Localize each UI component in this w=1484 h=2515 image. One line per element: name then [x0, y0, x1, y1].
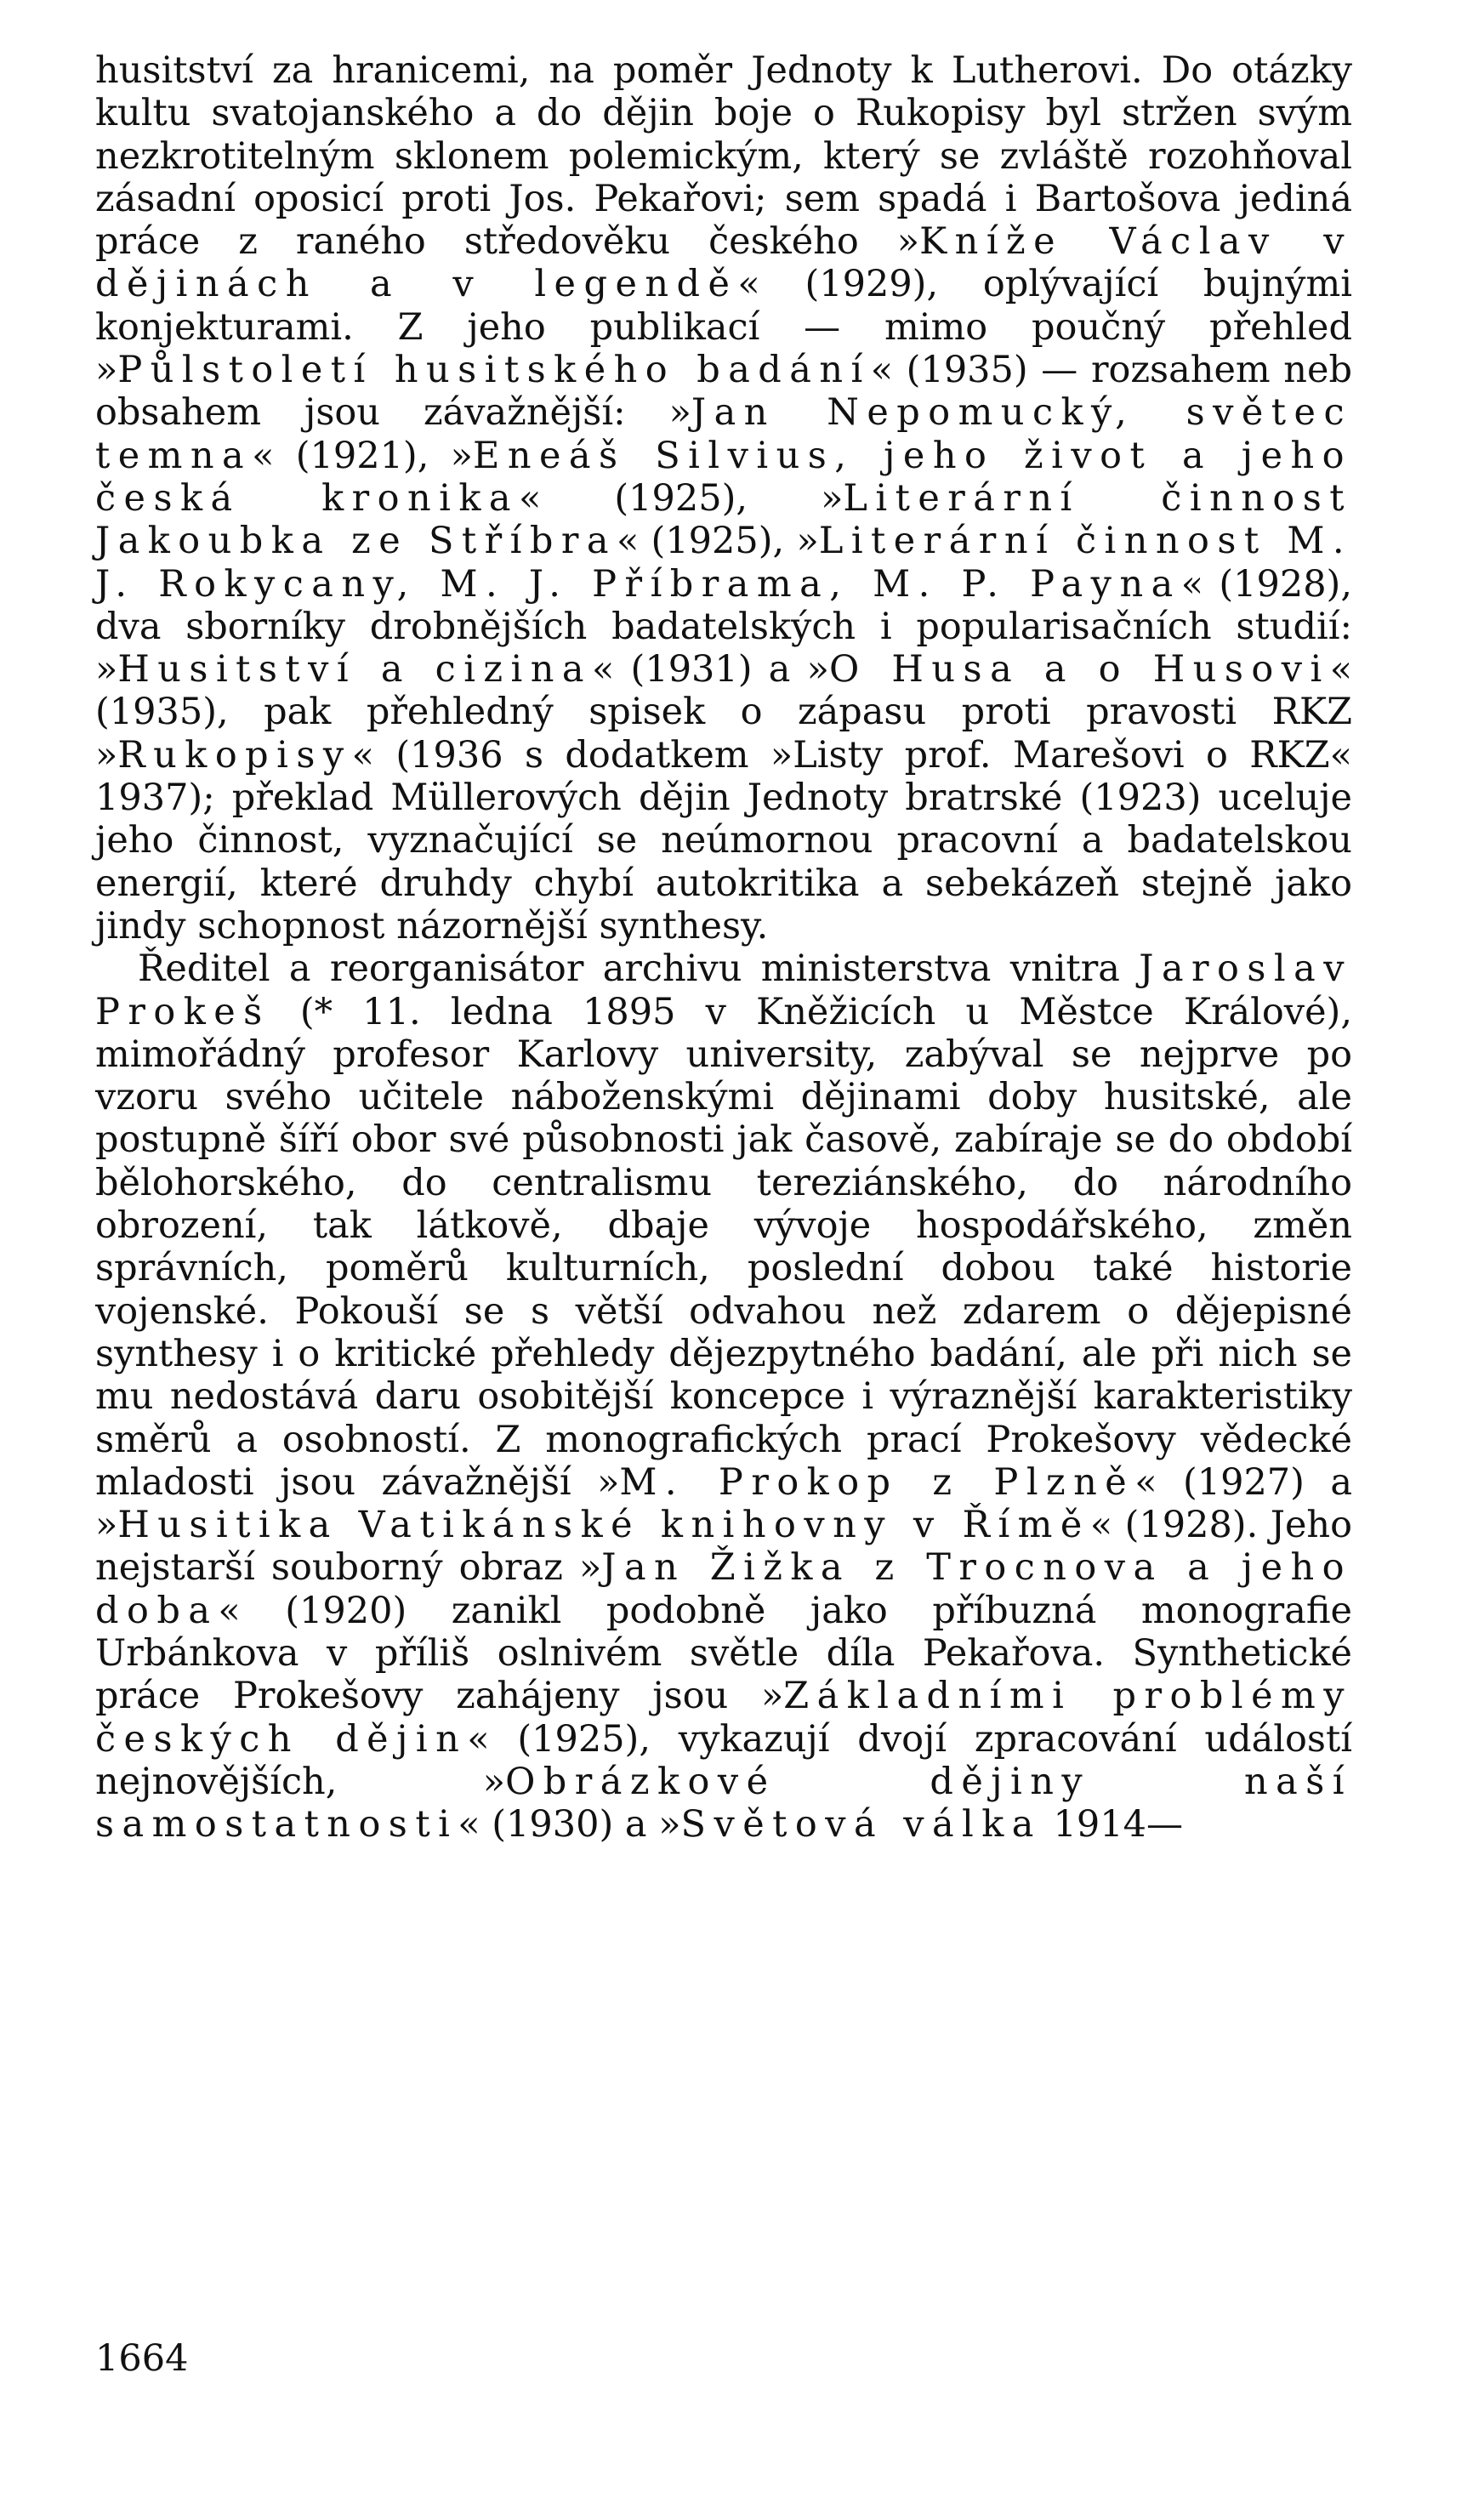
text-run: « (1929), oplývající bujnými konjekturami. Z jeho publikací — mimo poučný přehled »	[95, 263, 1353, 392]
book-title: Literární činnost M. J. Rokycany, M. J. Příbrama, M. P. Payna	[95, 520, 1352, 606]
text-run: « (1925), »	[616, 520, 819, 563]
text-run: « (1935), pak přehledný spisek o zápasu proti pravosti RKZ »	[95, 648, 1353, 777]
person-name: Jaroslav Prokeš	[95, 947, 1352, 1033]
book-title: Kníže Václav v dějinách a v legendě	[95, 220, 1352, 306]
book-title: Husitství a cizina	[117, 648, 592, 691]
page-body	[95, 49, 1352, 1846]
text-run: « (1931) a »	[592, 648, 829, 691]
book-title: Světová válka	[680, 1803, 1042, 1846]
text-run: (* 11. ledna 1895 v Kněžicích u Městce Králové), mimořádný profesor Karlovy university, zabýval se nejprve po vzoru svého učitele náboženskými dějinami doby husitské, ale postupně šíří obor své působnosti jak časově, zabíraje se do období bělohorského, do centralismu tereziánského, do národního obrození, tak látkově, dbaje vývoje hospodářského, změn správních, poměrů kulturních, poslední dobou také historie vojenské. Pokouší se s větší odvahou než zdarem o dějepisné synthesy i o kritické přehledy dějezpytného badání, ale při nich se mu nedostává daru osobitější koncepce i výraznější karakteristiky směrů a osobností. Z monografických prací Prokešovy vědecké mladosti jsou závažnější »	[95, 990, 1352, 1504]
book-title: Základními problémy českých dějin	[95, 1675, 1352, 1761]
text-run: « (1928), dva sborníky drobnějších badatelských i popularisačních studií: »	[95, 562, 1352, 691]
text-run: « (1928). Jeho nejstarší souborný obraz »	[95, 1504, 1352, 1590]
book-title: M. Prokop z Plzně	[619, 1460, 1135, 1504]
page-number: 1664	[95, 2337, 189, 2380]
text-run: « (1921), »	[252, 434, 473, 477]
paragraph-bartos	[95, 49, 1352, 947]
paragraph-prokes	[95, 947, 1352, 1846]
text-run: « (1925), »	[518, 476, 844, 520]
book-title: Rukopisy	[117, 733, 352, 777]
text-run: « (1920) zanikl podobně jako příbuzná monografie Urbánkova v příliš oslnivém světle díla Pekařova. Synthetické práce Prokešovy zahájeny jsou »	[95, 1589, 1352, 1718]
text-run: husitství za hranicemi, na poměr Jednoty k Lutherovi. Do otázky kultu svatojanského a do dějin boje o Rukopisy byl stržen svým nezkrotitelným sklonem polemickým, který se zvláště rozohňoval zásadní oposicí proti Jos. Pekařovi; sem spadá i Bartošova jediná práce z raného středověku českého »	[95, 49, 1352, 264]
book-title: Husitika Vatikánské knihovny v Římě	[117, 1504, 1090, 1547]
book-title: Půlstoletí husitského badání	[117, 349, 871, 392]
book-title: Literární činnost Jakoubka ze Stříbra	[95, 476, 1352, 563]
text-run: « (1936 s dodatkem »Listy prof. Marešovi o RKZ« 1937); překlad Müllerových dějin Jednoty bratrské (1923) uceluje jeho činnost, vyznačující se neúmornou pracovní a badatelskou energií, které druhdy chybí autokritika a sebekázeň stejně jako jindy schopnost názornější synthesy.	[95, 733, 1352, 947]
book-title: Jan Žižka z Trocnova a jeho doba	[95, 1546, 1352, 1632]
text-run: « (1930) a »	[458, 1803, 681, 1846]
text-run: Ředitel a reorganisátor archivu ministerstva vnitra	[138, 947, 1140, 991]
book-title: Eneáš Silvius, jeho život a jeho česká kronika	[95, 434, 1353, 520]
text-run: « (1925), vykazují dvojí zpracování událostí nejnovějších, »	[95, 1717, 1352, 1803]
text-run: « (1935) — rozsahem neb obsahem jsou závažnější: »	[95, 349, 1352, 435]
book-title: Obrázkové dějiny naší samostatnosti	[95, 1760, 1352, 1846]
text-run: 1914—	[1041, 1803, 1183, 1846]
book-title: Jan Nepomucký, světec temna	[95, 391, 1352, 477]
text-run: « (1927) a »	[95, 1460, 1353, 1547]
book-title: O Husa a o Husovi	[829, 648, 1330, 691]
